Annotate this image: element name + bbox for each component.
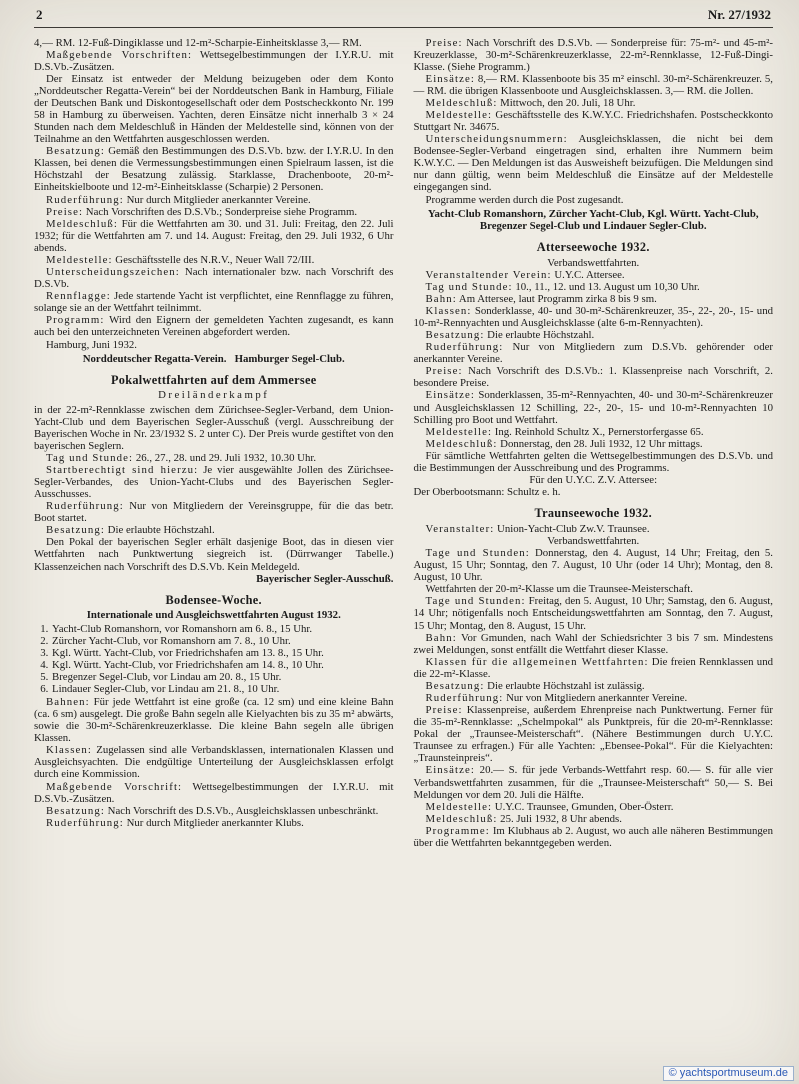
signature-line: Bayerischer Segler-Ausschuß. <box>256 572 394 585</box>
paragraph: in der 22-m²-Rennklasse zwischen dem Zürichsee-Segler-Verband, dem Union-Yacht-Club und dem Bayerischen Segler-Ausschuß (vergl. Ausschreibung der Bayerischen Woche in Nr. 23/1932 S. 2 unter C). Der Preis wurde gestiftet von den bayerischen Seglern. <box>34 403 394 452</box>
paragraph-label: Einsätze: <box>425 389 475 402</box>
paragraph: Maßgebende Vorschrift: Wettsegelbestimmungen der I.Y.R.U. mit D.S.Vb.-Zusätzen. <box>34 780 394 805</box>
paragraph: Tage und Stunden: Donnerstag, den 4. August, 14 Uhr; Freitag, den 5. August, 15 Uhr; Sonntag, den 7. August, 10 Uhr (oder 14 Uhr); Montag, den 8. August, 10 Uhr. <box>413 547 773 584</box>
event-list-item: 2. Zürcher Yacht-Club, vor Romanshorn am 7. 8., 10 Uhr. <box>51 635 394 647</box>
paragraph-label: Meldeschluß: <box>46 217 118 230</box>
paragraph-label: Preise: <box>425 365 463 378</box>
paragraph-label: Ruderführung: <box>425 691 504 704</box>
paragraph-label: Maßgebende Vorschriften: <box>46 48 193 61</box>
paragraph: Klassen: Sonderklasse, 40- und 30-m²-Schärenkreuzer, 35-, 22-, 20-, 15- und 10-m²-Rennyachten und Ausgleichsklasse (alte 6-m-Rennyachten). <box>413 304 773 329</box>
paragraph-label: Besatzung: <box>46 804 105 817</box>
paragraph-label: Besatzung: <box>46 145 105 158</box>
paragraph: Maßgebende Vorschriften: Wettsegelbestimmungen der I.Y.R.U. mit D.S.Vb.-Zusätzen. <box>34 48 394 73</box>
paragraph-label: Meldeschluß: <box>425 437 498 450</box>
paragraph: Einsätze: 20.— S. für jede Verbands-Wettfahrt resp. 60.— S. für alle vier Verbandswettfahrten zusammen, für die „Traunsee-Meisterschaft“ 50,— S. Bei Meldungen vor dem 20. Juli die Hälfte. <box>413 764 773 801</box>
section-heading: Pokalwettfahrten auf dem Ammersee <box>110 372 317 387</box>
issue-number: Nr. 27/1932 <box>707 7 771 22</box>
paragraph-label: Meldestelle: <box>425 800 493 813</box>
paragraph-label: Tage und Stunden: <box>425 547 530 560</box>
paragraph: Programm: Wird den Eignern der gemeldeten Yachten zugesandt, es kann auch bei den unterzeichneten Vereinen abgefordert werden. <box>34 314 394 339</box>
paragraph-label: Bahn: <box>425 631 457 644</box>
paragraph-label: Maßgebende Vorschrift: <box>46 780 183 793</box>
paragraph: Besatzung: Nach Vorschrift des D.S.Vb., Ausgleichsklassen unbeschränkt. <box>46 804 379 817</box>
paragraph: Der Einsatz ist entweder der Meldung beizugeben oder dem Konto „Norddeutscher Regatta-Verein“ bei der Norddeutschen Bank in Hamburg, Filiale der Deutschen Bank und Diskontogesellschaft oder dem Postscheckkonto Nr. 199 58 in Hamburg zu überweisen. Yachten, deren Einsätze nicht innerhalb 3 × 24 Stunden nach dem Meldeschluß in Händen der Meldestelle sind, können von der Teilnahme an den Wettfahrten ausgeschlossen werden. <box>34 72 394 146</box>
paragraph: Programme werden durch die Post zugesandt. <box>425 193 624 206</box>
section-heading: Atterseewoche 1932. <box>536 239 650 254</box>
paragraph-label: Meldestelle: <box>425 109 493 122</box>
paragraph: Meldestelle: Geschäftsstelle des N.R.V., Neuer Wall 72/III. <box>46 253 315 266</box>
paragraph-label: Einsätze: <box>425 764 475 777</box>
paragraph: Unterscheidungsnummern: Ausgleichsklassen, die nicht bei dem Bodensee-Segler-Verband eingetragen sind, erhalten ihre Nummern beim K.W.Y.C. — Den Meldungen ist das Ausweisheft beizufügen. Die Meldungen sind nur dann gültig, wenn beim Meldeschluß die Einsätze auf der Meldestelle eingegangen sind. <box>413 133 773 194</box>
paragraph: Ruderführung: Nur durch Mitglieder anerkannter Vereine. <box>46 193 311 206</box>
paragraph-label: Preise: <box>425 36 463 49</box>
paragraph: Hamburg, Juni 1932. <box>46 338 137 351</box>
section-heading: Traunseewoche 1932. <box>534 506 652 521</box>
paragraph-label: Ruderführung: <box>46 193 124 206</box>
paragraph-label: Ruderführung: <box>46 816 124 829</box>
paragraph-label: Besatzung: <box>425 679 485 692</box>
paragraph: Bahnen: Für jede Wettfahrt ist eine große (ca. 12 sm) und eine kleine Bahn (ca. 6 sm) ausgelegt. Die große Bahn segeln alle Kielyachten bis zu 35 m² abwärts, sowie die 30-m²-Schärenkreuzerklasse. Die kleine Bahn segeln alle übrigen Klassen. <box>34 695 394 745</box>
paragraph: Tag und Stunde: 26., 27., 28. und 29. Juli 1932, 10.30 Uhr. <box>46 451 317 464</box>
paragraph-label: Unterscheidungsnummern: <box>425 133 568 146</box>
paragraph: 4,— RM. 12-Fuß-Dingiklasse und 12-m²-Scharpie-Einheitsklasse 3,— RM. <box>34 36 362 49</box>
signature-line: Norddeutscher Regatta-Verein. Hamburger Segel-Club. <box>82 352 345 365</box>
right-column <box>414 37 774 849</box>
paragraph-label: Bahnen: <box>46 695 90 708</box>
paragraph: Meldeschluß: 25. Juli 1932, 8 Uhr abends. <box>425 812 622 825</box>
paragraph: Preise: Nach Vorschriften des D.S.Vb.; Sonderpreise siehe Programm. <box>46 205 358 218</box>
paragraph: Einsätze: Sonderklassen, 35-m²-Rennyachten, 40- und 30-m²-Schärenkreuzer und Ausgleichsklassen 12 Schilling, 22-, 20-, 15- und 10-m²-Rennyachten 10 Schilling pro Boot und Wettfahrt. <box>413 389 773 426</box>
paragraph: Besatzung: Die erlaubte Höchstzahl. <box>425 329 595 342</box>
event-list-item: 3. Kgl. Württ. Yacht-Club, vor Friedrichshafen am 13. 8., 15 Uhr. <box>51 647 394 659</box>
paragraph: Ruderführung: Nur von Mitgliedern zum D.S.Vb. gehörender oder anerkannter Vereine. <box>413 341 773 366</box>
paragraph: Veranstalter: Union-Yacht-Club Zw.V. Traunsee. <box>425 522 650 535</box>
paragraph: Preise: Nach Vorschrift des D.S.Vb. — Sonderpreise für: 75-m²- und 45-m²-Kreuzerklasse, 30-m²-Schärenkreuzerklasse, 22-m²-Rennklasse, 12-Fuß-Dingi-Klasse. (Siehe Programm.) <box>413 36 773 73</box>
event-list <box>34 623 394 695</box>
paragraph: Unterscheidungszeichen: Nach internationaler bzw. nach Vorschrift des D.S.Vb. <box>34 266 394 291</box>
paragraph-label: Einsätze: <box>425 72 475 85</box>
event-list-item: 4. Kgl. Württ. Yacht-Club, vor Friedrichshafen am 14. 8., 10 Uhr. <box>51 659 394 671</box>
paragraph-label: Tage und Stunden: <box>425 595 526 608</box>
paragraph: Der Oberbootsmann: Schultz e. h. <box>413 486 561 499</box>
paragraph-label: Programm: <box>46 314 105 327</box>
paragraph: Veranstaltender Verein: U.Y.C. Attersee. <box>425 268 625 281</box>
paragraph: Programme: Im Klubhaus ab 2. August, wo auch alle näheren Bestimmungen über die Wettfahrten bekanntgegeben werden. <box>413 824 773 849</box>
paragraph-label: Besatzung: <box>46 524 105 537</box>
paragraph: Meldeschluß: Mittwoch, den 20. Juli, 18 Uhr. <box>425 96 636 109</box>
paragraph: Einsätze: 8,— RM. Klassenboote bis 35 m² einschl. 30-m²-Schärenkreuzer. 5,— RM. die übrigen Klassenboote und Ausgleichsklassen. 3,— RM. die Jollen. <box>413 72 773 97</box>
paragraph-label: Ruderführung: <box>425 341 504 354</box>
signature-line: Internationale und Ausgleichswettfahrten August 1932. <box>86 609 341 622</box>
paragraph-label: Veranstalter: <box>425 522 495 535</box>
paragraph-label: Meldeschluß: <box>425 96 498 109</box>
signature-line: Yacht-Club Romanshorn, Zürcher Yacht-Club, Kgl. Württ. Yacht-Club, Bregenzer Segel-Club und Lindauer Segler-Club. <box>427 207 759 232</box>
centered-line: Für den U.Y.C. Z.V. Attersee: <box>529 473 658 486</box>
event-list-item: 6. Lindauer Segler-Club, vor Lindau am 21. 8., 10 Uhr. <box>51 683 394 695</box>
paragraph: Ruderführung: Nur von Mitgliedern der Vereinsgruppe, für die das betr. Boot startet. <box>34 500 394 525</box>
paragraph: Meldestelle: U.Y.C. Traunsee, Gmunden, Ober-Österr. <box>425 800 674 813</box>
paragraph-label: Unterscheidungszeichen: <box>46 266 180 279</box>
paragraph: Tag und Stunde: 10., 11., 12. und 13. August um 10,30 Uhr. <box>425 280 700 293</box>
paragraph: Ruderführung: Nur von Mitgliedern anerkannter Vereine. <box>425 691 688 704</box>
paragraph-label: Tag und Stunde: <box>46 451 134 464</box>
paragraph: Klassen: Zugelassen sind alle Verbandsklassen, internationalen Klassen und Ausgleichsyachten. Die endgültige Unterteilung der Ausgleichsklassen erfolgt durch eine Kommission. <box>34 744 394 781</box>
paragraph: Bahn: Vor Gmunden, nach Wahl der Schiedsrichter 3 bis 7 sm. Mindestens zwei Meldungen, sonst entfällt die Wettfahrt dieser Klasse. <box>413 631 773 656</box>
left-column <box>34 37 394 849</box>
event-list-item: 5. Bregenzer Segel-Club, vor Lindau am 20. 8., 15 Uhr. <box>51 671 394 683</box>
paragraph-label: Klassen: <box>46 744 92 757</box>
paragraph-label: Tag und Stunde: <box>425 280 513 293</box>
paragraph: Besatzung: Die erlaubte Höchstzahl ist zulässig. <box>425 679 645 692</box>
paragraph-label: Klassen für die allgemeinen Wettfahrten: <box>425 655 649 668</box>
paragraph-label: Bahn: <box>425 292 457 305</box>
paragraph: Bahn: Am Attersee, laut Programm zirka 8 bis 9 sm. <box>425 292 657 305</box>
paragraph-label: Meldestelle: <box>425 425 493 438</box>
paragraph: Besatzung: Gemäß den Bestimmungen des D.S.Vb. bzw. der I.Y.R.U. In den Klassen, bei denen die Vermessungsbestimmungen einen Spielraum lassen, ist die Höchstzahl der Besatzung zulässig. Starklasse, Drachenboote, 20-m²-Einheitskielboote und 12-m²-Einheitsklasse (Scharpie) 2 Personen. <box>34 145 394 194</box>
paragraph-label: Rennflagge: <box>46 290 111 303</box>
paragraph: Den Pokal der bayerischen Segler erhält dasjenige Boot, das in diesen vier Wettfahrten nach Punktwertung siegreich ist. (Dürrwanger Tabelle.) Klassenzeichen nach Vorschrift des D.S.Vb. Kein Meldegeld. <box>34 536 394 573</box>
paragraph: Besatzung: Die erlaubte Höchstzahl. <box>46 524 215 537</box>
centered-line: Verbandswettfahrten. <box>547 534 640 547</box>
paragraph-label: Ruderführung: <box>46 500 124 513</box>
paragraph: Tage und Stunden: Freitag, den 5. August, 10 Uhr; Samstag, den 6. August, 14 Uhr; nötigenfalls noch Entscheidungswettfahrten am Sonntag, den 7. August, 15 Uhr; Montag, den 8. August, 15 Uhr. <box>413 595 773 632</box>
paragraph: Startberechtigt sind hierzu: Je vier ausgewählte Jollen des Zürichsee-Segler-Verbandes, des Union-Yacht-Clubs und des Bayerischen Segler-Ausschusses. <box>34 463 394 501</box>
paragraph: Preise: Nach Vorschrift des D.S.Vb.: 1. Klassenpreise nach Vorschrift, 2. besondere Preise. <box>413 365 773 390</box>
section-subheading: Dreiländerkampf <box>158 389 270 402</box>
paragraph: Wettfahrten der 20-m²-Klasse um die Traunsee-Meisterschaft. <box>425 583 693 596</box>
page-number: 2 <box>36 7 43 22</box>
centered-line: Verbandswettfahrten. <box>547 256 640 269</box>
section-heading: Bodensee-Woche. <box>165 592 262 607</box>
paragraph: Klassen für die allgemeinen Wettfahrten: Die freien Rennklassen und die 22-m²-Klasse. <box>413 655 773 680</box>
paragraph-label: Startberechtigt sind hierzu: <box>46 463 199 476</box>
paragraph-label: Klassen: <box>425 304 472 317</box>
paragraph: Meldestelle: Geschäftsstelle des K.W.Y.C. Friedrichshafen. Postscheckkonto Stuttgart Nr. 34675. <box>413 109 773 134</box>
paragraph-label: Programme: <box>425 824 490 837</box>
watermark: © yachtsportmuseum.de <box>663 1066 794 1081</box>
paragraph: Ruderführung: Nur durch Mitglieder anerkannter Klubs. <box>46 816 304 829</box>
paragraph-label: Meldeschluß: <box>425 812 498 825</box>
paragraph-label: Meldestelle: <box>46 253 113 266</box>
paragraph: Preise: Klassenpreise, außerdem Ehrenpreise nach Punktwertung. Ferner für die 35-m²-Rennklasse: „Schelmpokal“ als Punktpreis, für die 20-m²-Rennklasse: Pokal der „Traunsee-Meisterschaft“. (Nähere Bestimmungen durch U.Y.C. Traunsee zu erfragen.) Für alle Yachten: „Ebensee-Pokal“. Für die Kielyachten: „Traunsteinpreis“. <box>413 704 773 765</box>
two-column-layout <box>34 37 773 849</box>
paragraph: Rennflagge: Jede startende Yacht ist verpflichtet, eine Rennflagge zu führen, solange sie an der Wettfahrt teilnimmt. <box>34 290 394 315</box>
paragraph-label: Besatzung: <box>425 329 485 342</box>
paragraph: Für sämtliche Wettfahrten gelten die Wettsegelbestimmungen des D.S.Vb. und die Bestimmungen der Ausschreibung und des Programms. <box>413 449 773 474</box>
event-list-item: 1. Yacht-Club Romanshorn, vor Romanshorn am 6. 8., 15 Uhr. <box>51 623 394 635</box>
header-rule <box>34 27 773 28</box>
paragraph-label: Preise: <box>425 704 463 717</box>
page-header <box>34 6 773 26</box>
paragraph: Meldestelle: Ing. Reinhold Schultz X., Pernerstorfergasse 65. <box>425 425 704 438</box>
paragraph: Meldeschluß: Donnerstag, den 28. Juli 1932, 12 Uhr mittags. <box>425 437 703 450</box>
paragraph-label: Veranstaltender Verein: <box>425 268 552 281</box>
paragraph-label: Preise: <box>46 205 84 218</box>
paragraph: Meldeschluß: Für die Wettfahrten am 30. und 31. Juli: Freitag, den 22. Juli 1932; für die Wettfahrten am 7. und 14. August: Freitag, den 29. Juli 1932, 6 Uhr abends. <box>34 217 394 254</box>
